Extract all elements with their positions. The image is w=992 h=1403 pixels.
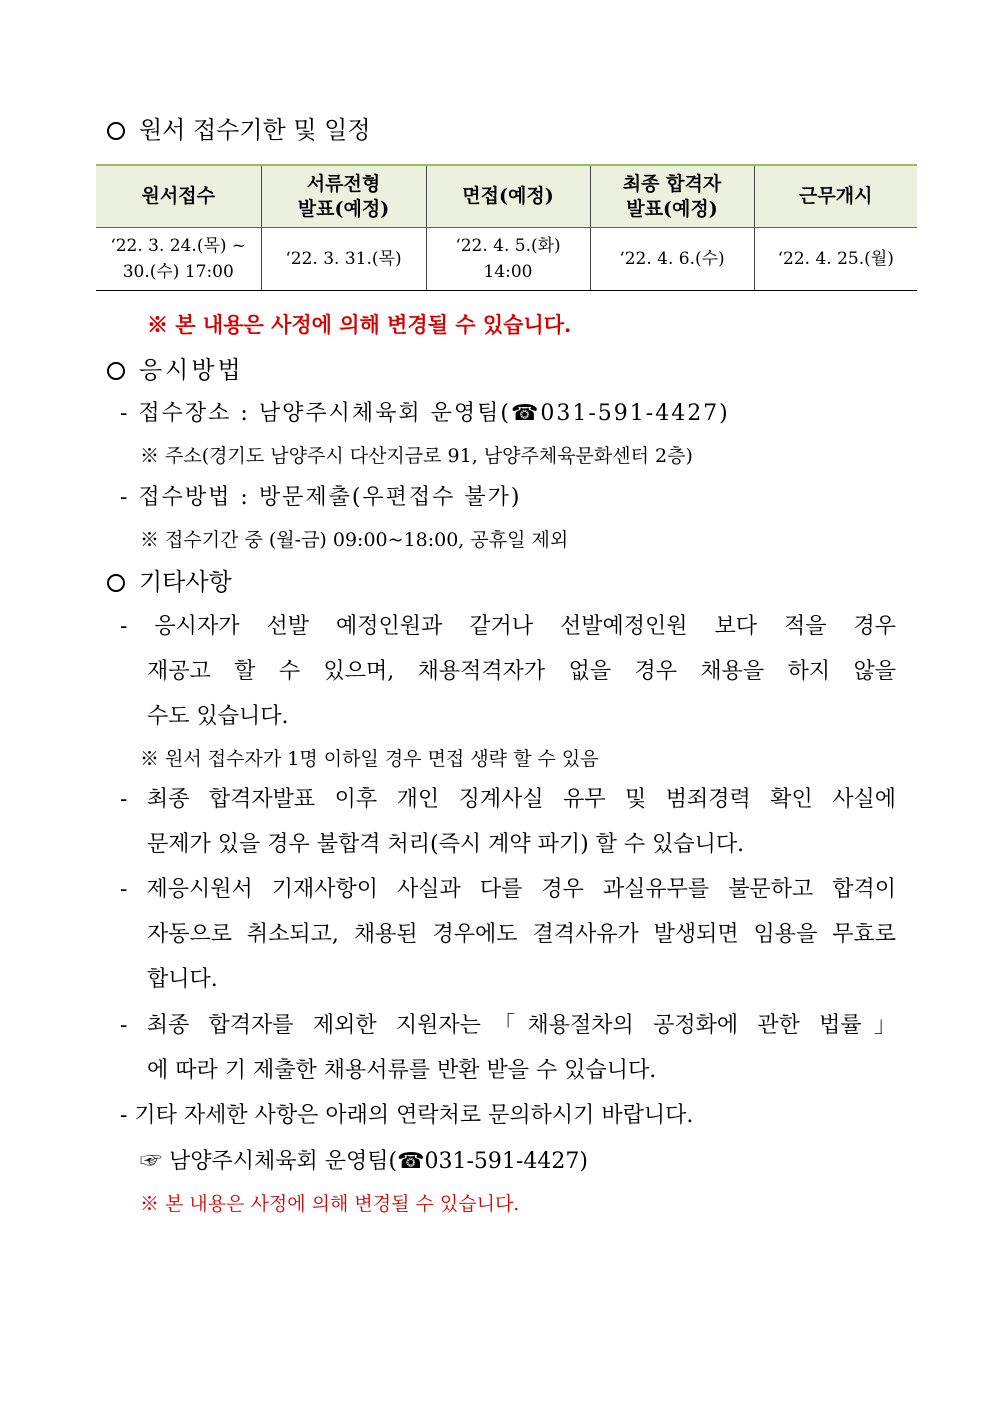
applicant-count-note: ※ 원서 접수자가 1명 이하일 경우 면접 생략 할 수 있음 <box>140 748 599 770</box>
other-item-1-line-3: 수도 있습니다. <box>147 704 289 729</box>
header-start-work: 근무개시 <box>754 165 917 228</box>
section-heading-method <box>107 358 244 382</box>
circle-bullet-icon <box>107 122 125 140</box>
cell-application-date: ‘22. 3. 24.(목) ~ 30.(수) 17:00 <box>96 228 261 291</box>
reception-method: - 접수방법 : 방문제출(우편접수 불가) <box>120 485 522 510</box>
section-title: 기타사항 <box>139 568 232 596</box>
cell-final-result-date: ‘22. 4. 6.(수) <box>590 228 754 291</box>
change-notice-top: ※ 본 내용은 사정에 의해 변경될 수 있습니다. <box>147 312 572 337</box>
circle-bullet-icon <box>107 574 125 592</box>
section-title: 원서 접수기한 및 일정 <box>139 116 371 144</box>
phone-icon: ☎ <box>510 401 541 426</box>
other-item-4-line-2: 에 따라 기 제출한 채용서류를 반환 받을 수 있습니다. <box>147 1058 657 1083</box>
contact-line: ☞ 남양주시체육회 운영팀(☎031-591-4427) <box>140 1149 588 1174</box>
other-item-2-line-1: - 최종 합격자발표 이후 개인 징계사실 유무 및 범죄경력 확인 사실에 <box>120 787 896 812</box>
cell-document-result-date: ‘22. 3. 31.(목) <box>261 228 426 291</box>
other-item-3-line-2: 자동으로 취소되고, 채용된 경우에도 결격사유가 발생되면 임용을 무효로 <box>147 922 896 947</box>
table-row <box>96 228 917 291</box>
section-title: 응시방법 <box>139 356 244 384</box>
cell-interview-date: ‘22. 4. 5.(화) 14:00 <box>426 228 590 291</box>
other-item-1-line-2: 재공고 할 수 있으며, 채용적격자가 없을 경우 채용을 하지 않을 <box>147 659 896 684</box>
table-header-row <box>96 165 917 228</box>
section-heading-schedule <box>107 118 371 142</box>
other-item-2-line-2: 문제가 있을 경우 불합격 처리(즉시 계약 파기) 할 수 있습니다. <box>147 832 745 857</box>
section-heading-other <box>107 570 232 594</box>
other-item-1-line-1: - 응시자가 선발 예정인원과 같거나 선발예정인원 보다 적을 경우 <box>120 614 896 639</box>
cell-start-work-date: ‘22. 4. 25.(월) <box>754 228 917 291</box>
change-notice-bottom: ※ 본 내용은 사정에 의해 변경될 수 있습니다. <box>140 1193 520 1215</box>
header-final-result: 최종 합격자 발표(예정) <box>590 165 754 228</box>
other-item-3-line-3: 합니다. <box>147 967 218 992</box>
address-note: ※ 주소(경기도 남양주시 다산지금로 91, 남양주체육문화센터 2층) <box>140 445 693 467</box>
reception-place: - 접수장소 : 남양주시체육회 운영팀(☎031-591-4427) <box>120 401 730 426</box>
reception-period-note: ※ 접수기간 중 (월-금) 09:00~18:00, 공휴일 제외 <box>140 529 569 551</box>
phone-icon: ☎ <box>397 1149 425 1174</box>
schedule-table <box>96 164 917 291</box>
other-item-5: - 기타 자세한 사항은 아래의 연락처로 문의하시기 바랍니다. <box>120 1103 694 1128</box>
circle-bullet-icon <box>107 362 125 380</box>
header-interview: 면접(예정) <box>426 165 590 228</box>
header-document-result: 서류전형 발표(예정) <box>261 165 426 228</box>
other-item-4-line-1: - 최종 합격자를 제외한 지원자는「채용절차의 공정화에 관한 법률」 <box>120 1013 896 1038</box>
header-application: 원서접수 <box>96 165 261 228</box>
other-item-3-line-1: - 제응시원서 기재사항이 사실과 다를 경우 과실유무를 불문하고 합격이 <box>120 877 896 902</box>
